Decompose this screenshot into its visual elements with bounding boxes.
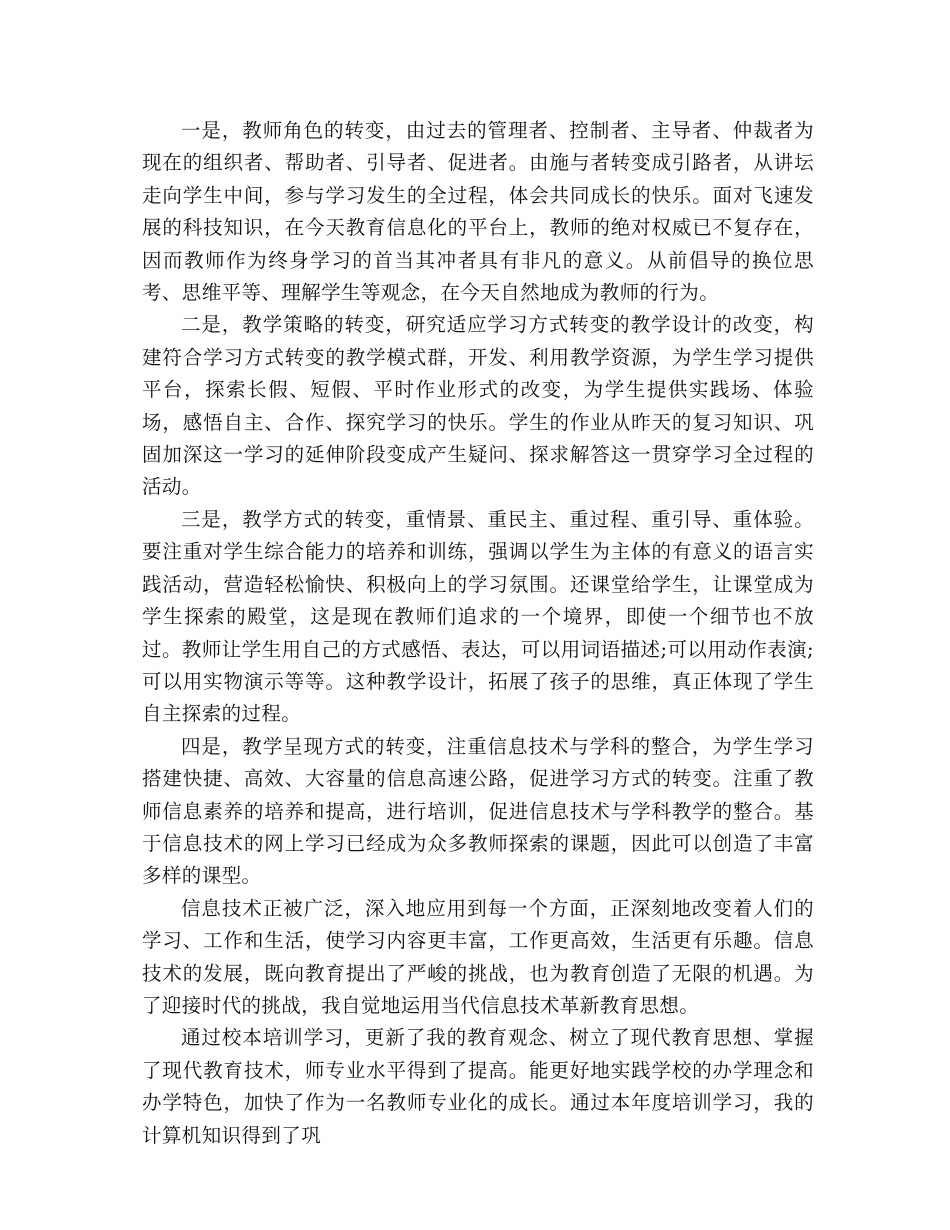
paragraph-information-technology: 信息技术正被广泛，深入地应用到每一个方面，正深刻地改变着人们的学习、工作和生活，使学习内容更丰富，工作更高效，生活更有乐趣。信息技术的发展，既向教育提出了严峻的挑战，也为教育创造了无限的机遇。为了迎接时代的挑战，我自觉地运用当代信息技术革新教育思想。 <box>142 896 814 1017</box>
paragraph-teacher-role: 一是，教师角色的转变，由过去的管理者、控制者、主导者、仲裁者为现在的组织者、帮助者、引导者、促进者。由施与者转变成引路者，从讲坛走向学生中间，参与学习发生的全过程，体会共同成长的快乐。面对飞速发展的科技知识，在今天教育信息化的平台上，教师的绝对权威已不复存在，因而教师作为终身学习的首当其冲者具有非凡的意义。从前倡导的换位思考、思维平等、理解学生等观念，在今天自然地成为教师的行为。 <box>142 119 814 305</box>
paragraph-teaching-method: 三是，教学方式的转变，重情景、重民主、重过程、重引导、重体验。要注重对学生综合能力的培养和训练，强调以学生为主体的有意义的语言实践活动，营造轻松愉快、积极向上的学习氛围。还课堂给学生，让课堂成为学生探索的殿堂，这是现在教师们追求的一个境界，即使一个细节也不放过。教师让学生用自己的方式感悟、表达，可以用词语描述;可以用动作表演;可以用实物演示等等。这种教学设计，拓展了孩子的思维，真正体现了学生自主探索的过程。 <box>142 507 814 726</box>
document-body <box>142 115 814 1152</box>
paragraph-presentation-method: 四是，教学呈现方式的转变，注重信息技术与学科的整合，为学生学习搭建快捷、高效、大容量的信息高速公路，促进学习方式的转变。注重了教师信息素养的培养和提高，进行培训，促进信息技术与学科教学的整合。基于信息技术的网上学习已经成为众多教师探索的课题，因此可以创造了丰富多样的课型。 <box>142 734 814 888</box>
paragraph-school-training: 通过校本培训学习，更新了我的教育观念、树立了现代教育思想、掌握了现代教育技术，师专业水平得到了提高。能更好地实践学校的办学理念和办学特色，加快了作为一名教师专业化的成长。通过本年度培训学习，我的计算机知识得到了巩 <box>142 1026 814 1147</box>
paragraph-teaching-strategy: 二是，教学策略的转变，研究适应学习方式转变的教学设计的改变，构建符合学习方式转变的教学模式群，开发、利用教学资源，为学生学习提供平台，探索长假、短假、平时作业形式的改变，为学生提供实践场、体验场，感悟自主、合作、探究学习的快乐。学生的作业从昨天的复习知识、巩固加深这一学习的延伸阶段变成产生疑问、探求解答这一贯穿学习全过程的活动。 <box>142 313 814 499</box>
